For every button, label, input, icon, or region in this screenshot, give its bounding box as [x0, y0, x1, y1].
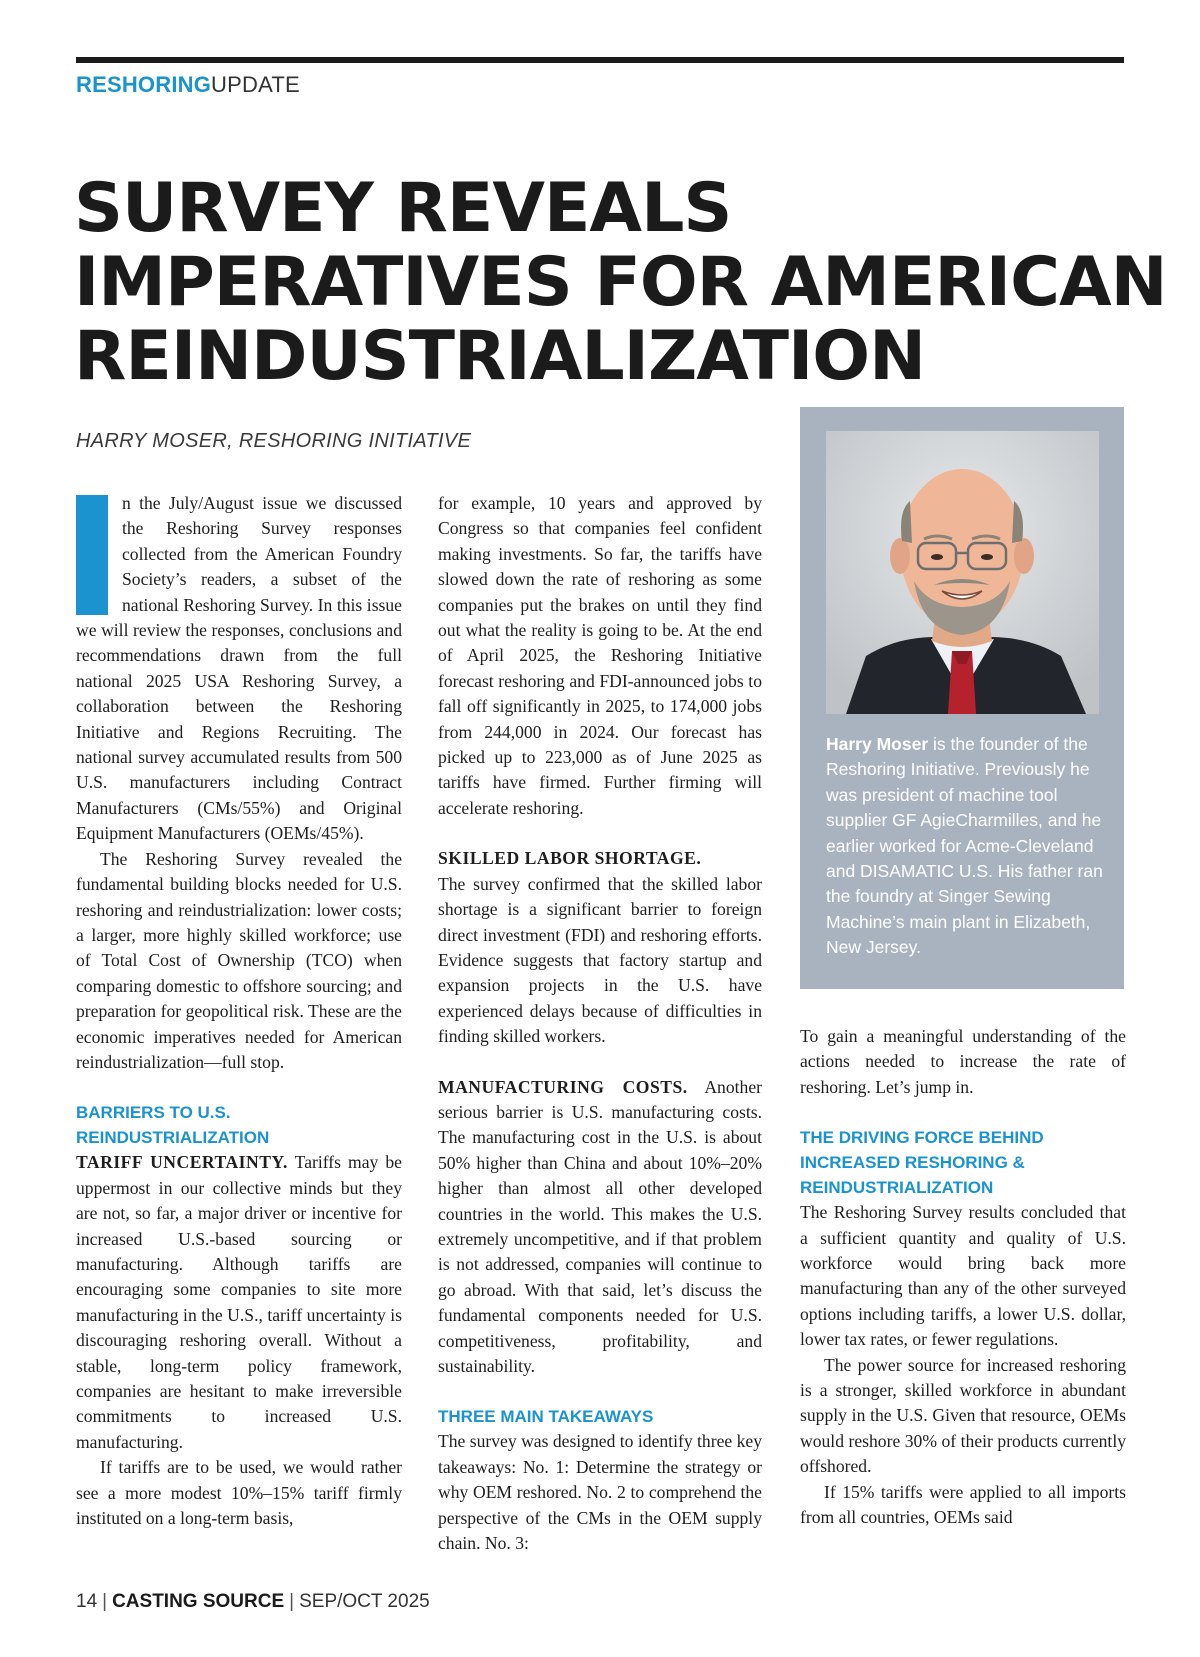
body-paragraph	[76, 1150, 402, 1455]
footer-separator: |	[289, 1591, 295, 1612]
author-bio: is the founder of the Reshoring Initiative. Previously he was president of machine tool supplier GF AgieCharmilles, and he earlier worked for Acme-Cleveland and DISAMATIC U.S. His father ran the foundry at Singer Sewing Machine’s main plant in Elizabeth, New Jersey.	[826, 734, 1103, 958]
article-title-line: REINDUSTRIALIZATION	[74, 317, 926, 396]
section-label	[76, 72, 300, 98]
runin-heading-tariff: TARIFF UNCERTAINTY.	[76, 1152, 288, 1173]
article-title-line: SURVEY REVEALS	[74, 169, 732, 248]
body-paragraph: The Reshoring Survey revealed the fundamental building blocks needed for U.S. reshoring and reindustrialization: lower costs; a larger, more highly skilled workforce; use of Total Cost of Ownership (TCO) when comparing domestic to offshore sourcing; and preparation for geopolitical risk. These are the economic imperatives needed for American reindustrialization—full stop.	[76, 848, 402, 1072]
body-paragraph: The power source for increased reshoring is a stronger, skilled workforce in abundant supply in the U.S. Given that resource, OEMs would reshore 30% of their products currently offshored.	[800, 1354, 1126, 1477]
runin-heading-mfg: MANUFACTURING COSTS.	[438, 1076, 688, 1097]
byline: HARRY MOSER, RESHORING INITIATIVE	[76, 430, 472, 452]
article-title	[74, 169, 1167, 396]
body-paragraph: The survey was designed to identify three key takeaways: No. 1: Determine the strategy or why OEM reshored. No. 2 to comprehend the perspective of the CMs in the OEM supply chain. No. 3:	[438, 1431, 762, 1554]
body-paragraph: The survey confirmed that the skilled labor shortage is a significant barrier to foreign direct investment (FDI) and reshoring efforts. Evidence suggests that factory startup and expansion projects in the U.S. have experienced delays because of difficulties in finding skilled workers.	[438, 873, 762, 1047]
subhead-driving-force	[800, 1125, 1126, 1200]
body-paragraph: If tariffs are to be used, we would rather see a more modest 10%–15% tariff firmly instituted on a long-term basis,	[76, 1457, 402, 1529]
drop-cap	[76, 495, 108, 615]
subhead-takeaways: THREE MAIN TAKEAWAYS	[438, 1407, 654, 1427]
subhead-line: REINDUSTRIALIZATION	[800, 1178, 994, 1198]
body-text: Another serious barrier is U.S. manufacturing costs. The manufacturing cost in the U.S. is about 50% higher than China and about 10%–20% higher than almost all other developed countries in the world. This makes the U.S. extremely uncompetitive, and if that problem is not addressed, companies will continue to go abroad. With that said, let’s discuss the fundamental components needed for U.S. competitiveness, profitability, and sustainability.	[438, 1076, 762, 1376]
subhead-line: INCREASED RESHORING &	[800, 1153, 1025, 1173]
subhead-line: REINDUSTRIALIZATION	[76, 1128, 270, 1148]
body-paragraph: To gain a meaningful understanding of the actions needed to increase the rate of reshoring. Let’s jump in.	[800, 1026, 1126, 1097]
subhead-line: THE DRIVING FORCE BEHIND	[800, 1128, 1044, 1148]
body-paragraph: If 15% tariffs were applied to all imports from all countries, OEMs said	[800, 1481, 1126, 1528]
article-title-line: IMPERATIVES FOR AMERICAN	[74, 243, 1167, 322]
body-paragraph: for example, 10 years and approved by Congress so that companies feel confident making investments. So far, the tariffs have slowed down the rate of reshoring as some companies put the brakes on until they find out what the reality is going to be. At the end of April 2025, the Reshoring Initiative forecast reshoring and FDI-announced jobs to fall off significantly in 2025, to 174,000 jobs from 244,000 in 2024. Our forecast has picked up to 223,000 as of June 2025 as tariffs have firmed. Further firming will accelerate reshoring.	[438, 493, 762, 818]
intro-paragraph-text: n the July/August issue we discussed the Reshoring Survey responses collected from the American Foundry Society’s readers, a subset of the national Reshoring Survey. In this issue we will review the responses, conclusions and recommendations drawn from the full national 2025 USA Reshoring Survey, a collaboration between the Reshoring Initiative and Regions Recruiting. The national survey accumulated results from 500 U.S. manufacturers including Contract Manufacturers (CMs/55%) and Original Equipment Manufacturers (OEMs/45%).	[76, 493, 402, 844]
body-paragraph	[438, 1075, 762, 1380]
footer-separator: |	[102, 1591, 108, 1612]
column-1	[76, 491, 402, 1531]
top-rule	[76, 57, 1124, 63]
subhead-line: BARRIERS TO U.S.	[76, 1103, 231, 1123]
runin-heading-labor: SKILLED LABOR SHORTAGE.	[438, 848, 702, 869]
author-sidebar	[800, 407, 1124, 989]
page-number: 14	[76, 1591, 98, 1612]
subhead-barriers	[76, 1100, 402, 1150]
intro-paragraph	[76, 491, 402, 847]
author-portrait-illustration	[826, 431, 1099, 714]
section-label-light: UPDATE	[211, 72, 300, 97]
page-footer	[76, 1591, 430, 1613]
author-caption	[826, 732, 1108, 961]
column-3	[800, 1024, 1126, 1531]
column-2	[438, 491, 762, 1556]
body-text: Tariffs may be uppermost in our collective minds but they are not, so far, a major driver or incentive for increased U.S.-based sourcing or manufacturing. Although tariffs are encouraging some companies to site more manufacturing in the U.S., tariff uncertainty is discouraging reshoring overall. Without a stable, long-term policy framework, companies are hesitant to make irreversible commitments to increased U.S. manufacturing.	[76, 1152, 402, 1452]
author-name: Harry Moser	[826, 734, 929, 754]
author-photo	[826, 431, 1099, 714]
section-label-bold: RESHORING	[76, 72, 212, 97]
publication-name: CASTING SOURCE	[112, 1591, 285, 1612]
issue-date: SEP/OCT 2025	[299, 1591, 430, 1612]
body-paragraph: The Reshoring Survey results concluded that a sufficient quantity and quality of U.S. workforce would bring back more manufacturing than any of the other surveyed options including tariffs, a lower U.S. dollar, lower tax rates, or fewer regulations.	[800, 1202, 1126, 1350]
